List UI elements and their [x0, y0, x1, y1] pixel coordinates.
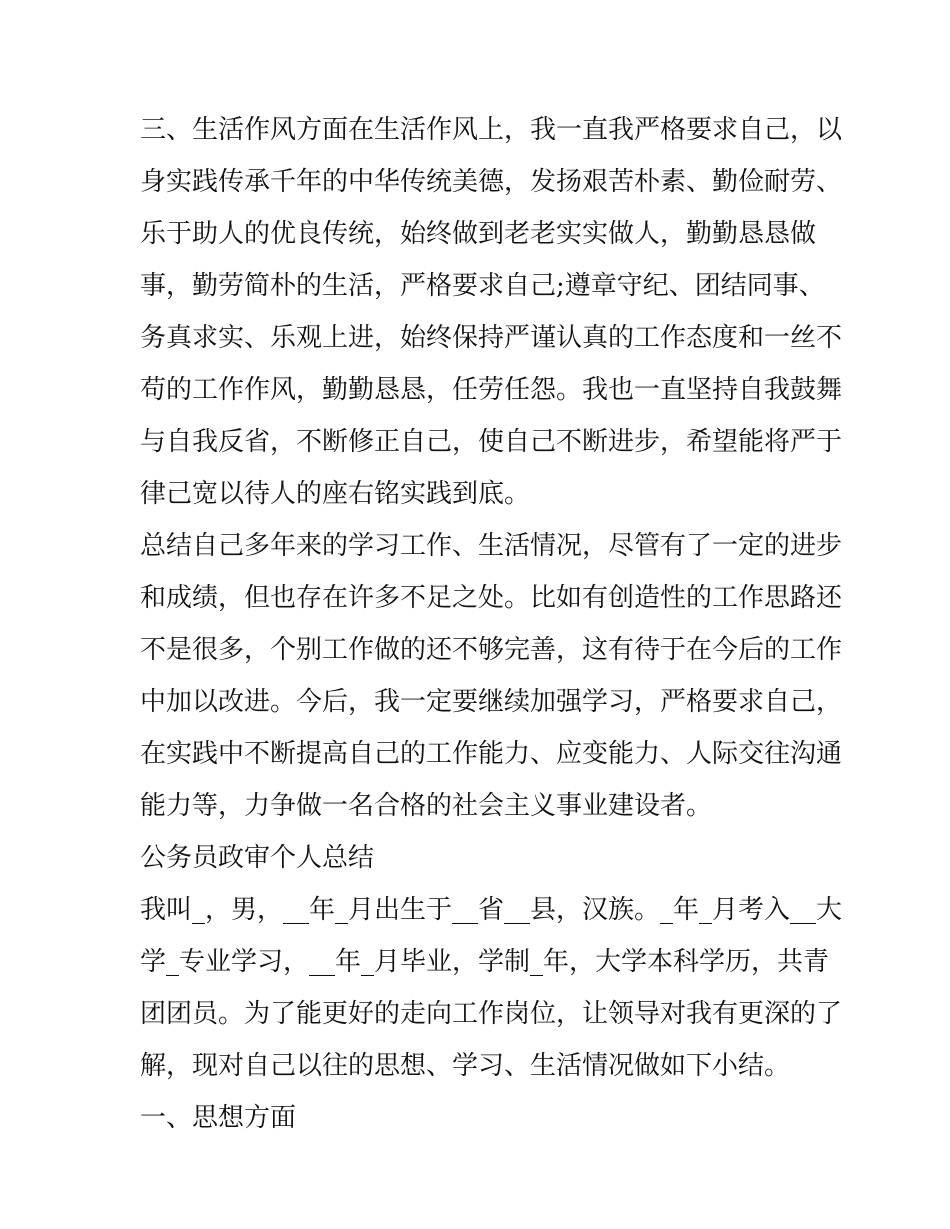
text-line: 在实践中不断提高自己的工作能力、应变能力、人际交往沟通: [140, 739, 843, 769]
text-line: 三、生活作风方面在生活作风上，我一直我严格要求自己，以: [140, 115, 843, 145]
text-line: 不是很多，个别工作做的还不够完善，这有待于在今后的工作: [140, 635, 843, 665]
text-line: 律己宽以待人的座右铭实践到底。: [140, 479, 531, 509]
text-line: 团团员。为了能更好的走向工作岗位，让领导对我有更深的了: [140, 999, 843, 1029]
text-line: 和成绩，但也存在许多不足之处。比如有创造性的工作思路还: [140, 583, 843, 613]
text-line: 事，勤劳简朴的生活，严格要求自己;遵章守纪、团结同事、: [140, 271, 825, 301]
text-line: 乐于助人的优良传统，始终做到老老实实做人，勤勤恳恳做: [140, 219, 817, 249]
text-line: 我叫_，男，__年_月出生于__省__县，汉族。_年_月考入__大: [140, 895, 843, 925]
text-line: 总结自己多年来的学习工作、生活情况，尽管有了一定的进步: [140, 531, 843, 561]
section-heading: 公务员政审个人总结: [140, 843, 375, 873]
text-line: 中加以改进。今后，我一定要继续加强学习，严格要求自己，: [140, 687, 843, 717]
text-line: 务真求实、乐观上进，始终保持严谨认真的工作态度和一丝不: [140, 323, 843, 353]
text-line: 解，现对自己以往的思想、学习、生活情况做如下小结。: [140, 1051, 791, 1081]
section-heading: 一、思想方面: [140, 1103, 297, 1133]
text-line: 与自我反省，不断修正自己，使自己不断进步，希望能将严于: [140, 427, 843, 457]
text-line: 学_专业学习，__年_月毕业，学制_年，大学本科学历，共青: [140, 947, 830, 977]
text-line: 能力等，力争做一名合格的社会主义事业建设者。: [140, 791, 713, 821]
text-line: 苟的工作作风，勤勤恳恳，任劳任怨。我也一直坚持自我鼓舞: [140, 375, 843, 405]
text-line: 身实践传承千年的中华传统美德，发扬艰苦朴素、勤俭耐劳、: [140, 167, 843, 197]
